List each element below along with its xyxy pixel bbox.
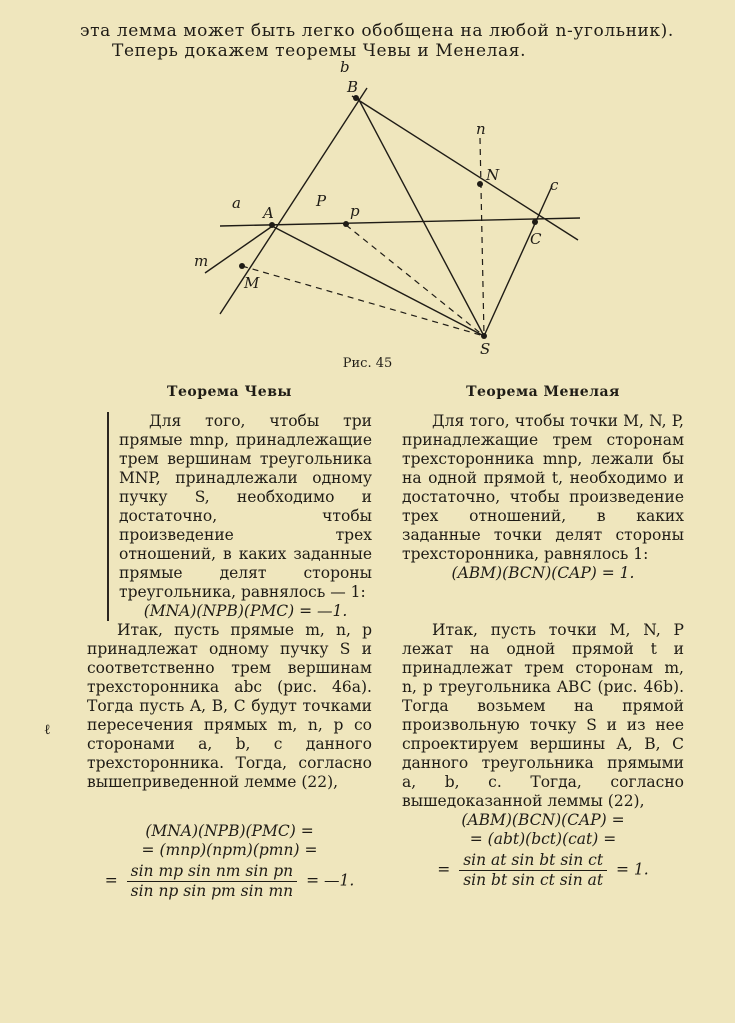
menelaus-formula-line-2: = (abt)(bct)(cat) = <box>469 830 617 848</box>
menelaus-proof: Итак, пусть точки M, N, P лежат на одной прямой t и принадлежат трем сторонам m, n, p треугольника ABC (рис. 46b). Тогда возьмем на прямой произвольную точку S и из нее спроектируем вершины A, B, C данного треугольника прямыми a, b, c. Тогда, согласно вышедоказанной леммы (22), <box>402 621 684 810</box>
point-M <box>239 263 245 269</box>
label-S: S <box>480 340 491 358</box>
figure-caption: Рис. 45 <box>342 356 393 371</box>
label-n: n <box>476 120 486 138</box>
label-A: A <box>263 204 274 222</box>
menelaus-frac-denominator: sin bt sin ct sin at <box>463 871 604 889</box>
menelaus-statement-formula: (ABM)(BCN)(CAP) = 1. <box>451 564 635 582</box>
label-p: p <box>350 202 360 220</box>
menelaus-frac-result: = 1. <box>616 860 649 879</box>
menelaus-frac-numerator: sin at sin bt sin ct <box>459 851 607 871</box>
label-P: P <box>316 192 327 210</box>
ceva-frac-lead: = <box>104 871 118 890</box>
label-c: c <box>550 176 559 194</box>
ceva-formula-line-1: (MNA)(NPB)(PMC) = <box>145 822 314 840</box>
ceva-proof: Итак, пусть прямые m, n, p принадлежат одному пучку S и соответственно трем вершинам трехсторонника abc (рис. 46a). Тогда пусть A, B, C будут точками пересечения прямых m, n, p со сторонами a, b, c данного трехсторонника. Тогда, согласно вышеприведенной лемме (22), <box>87 621 372 791</box>
ceva-frac-result: = —1. <box>306 871 355 890</box>
ceva-statement-box <box>107 412 372 621</box>
line-a <box>220 88 367 314</box>
ceva-statement-formula: (MNA)(NPB)(PMC) = —1. <box>143 602 348 620</box>
point-S <box>481 333 487 339</box>
label-B: B <box>347 78 359 96</box>
label-N: N <box>486 166 500 184</box>
line-M-S-dashed <box>242 266 484 336</box>
label-m: m <box>194 252 209 270</box>
menelaus-statement: Для того, чтобы точки M, N, P, принадлежащие трем сторонам трехсторонника mnp, лежали бы на одной прямой t, необходимо и достаточно, чтобы произведение трех отношений, в каких заданные точки делят стороны трехсторонника, равнялось 1: <box>402 412 684 563</box>
ceva-fraction <box>127 862 298 901</box>
menelaus-column <box>402 383 684 890</box>
label-b: b <box>340 58 350 76</box>
menelaus-formula-line-1: (ABM)(BCN)(CAP) = <box>461 811 625 829</box>
point-A <box>269 222 275 228</box>
ceva-formula-line-2: = (mnp)(npm)(pmn) = <box>141 841 318 859</box>
label-C: C <box>530 230 542 248</box>
point-C <box>532 219 538 225</box>
line-n-dashed <box>480 138 484 336</box>
line-S-A <box>270 225 484 336</box>
line-S-B <box>358 98 484 336</box>
line-S-C <box>484 186 552 336</box>
ceva-fraction-row <box>87 862 372 901</box>
point-N <box>477 181 483 187</box>
ceva-frac-denominator: sin np sin pm sin mn <box>130 882 294 900</box>
intro-line-2: Теперь докажем теоремы Чевы и Менелая. <box>112 41 527 61</box>
menelaus-fraction-row <box>402 851 684 890</box>
line-p-dashed <box>346 225 484 336</box>
figure-45 <box>180 58 600 358</box>
point-p <box>343 221 349 227</box>
margin-mark: ℓ <box>44 722 51 738</box>
ceva-column <box>87 383 372 901</box>
intro-line-1: эта лемма может быть легко обобщена на любой n-угольник). <box>80 21 674 41</box>
ceva-frac-numerator: sin mp sin nm sin pn <box>127 862 298 882</box>
ceva-heading: Теорема Чевы <box>167 384 292 400</box>
label-M: M <box>244 274 260 292</box>
menelaus-frac-lead: = <box>437 860 451 879</box>
label-a: a <box>232 194 241 212</box>
menelaus-heading: Теорема Менелая <box>466 384 620 400</box>
ceva-statement: Для того, чтобы три прямые mnp, принадлежащие трем вершинам треугольника MNP, принадлежали одному пучку S, необходимо и достаточно, чтобы произведение трех отношений, в каких заданные прямые делят стороны треугольника, равнялось — 1: <box>119 412 372 601</box>
menelaus-fraction <box>459 851 607 890</box>
